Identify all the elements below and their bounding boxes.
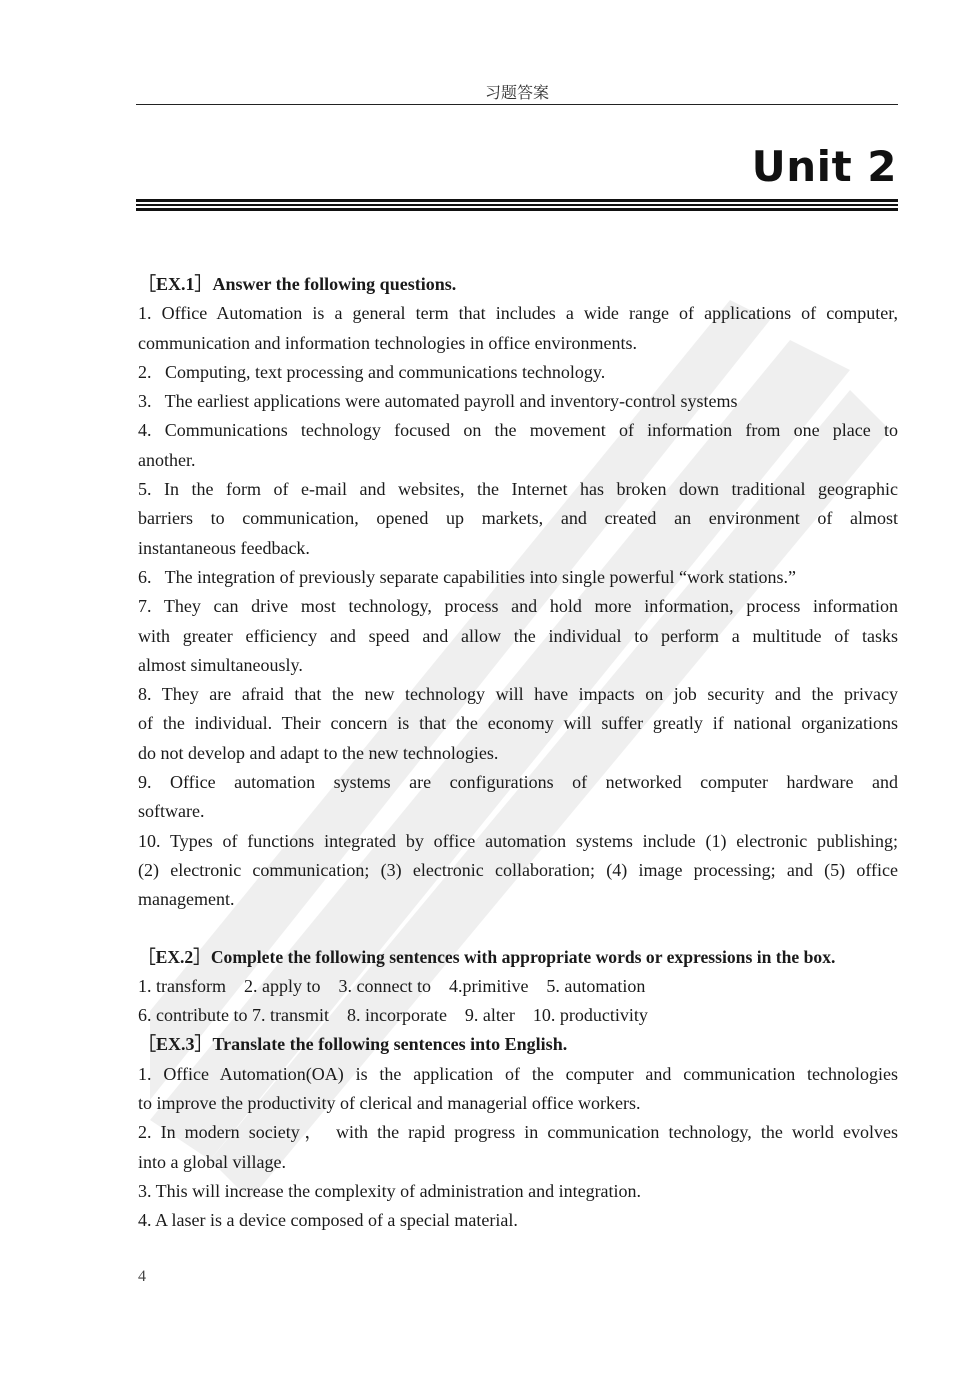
answer-line: 4. Communications technology focused on the movement of information from one place to: [138, 420, 898, 441]
answer-line: 10. Types of functions integrated by office automation systems include (1) electronic publishing;: [138, 830, 898, 851]
answer-line: (2) electronic communication; (3) electronic collaboration; (4) image processing; and (5) office: [138, 859, 898, 880]
answer-line: of the individual. Their concern is that the economy will suffer greatly if national organizations: [138, 713, 898, 734]
answer-line: 1. Office Automation(OA) is the application of the computer and communication technologies: [138, 1063, 898, 1084]
answer-line: into a global village.: [138, 1151, 286, 1172]
ex1-answers: [138, 299, 898, 914]
ex3-heading: [138, 1030, 898, 1059]
answer-line: almost simultaneously.: [138, 654, 303, 675]
answer-line: 3. This will increase the complexity of administration and integration.: [138, 1180, 642, 1201]
answer-line: another.: [138, 449, 196, 470]
ex1-title: Answer the following questions.: [212, 274, 457, 294]
answer-line: to improve the productivity of clerical and managerial office workers.: [138, 1093, 641, 1114]
answer-line: software.: [138, 801, 205, 822]
title-rule-bottom: [136, 208, 898, 211]
ex1-label: ［EX.1］: [138, 274, 213, 294]
ex2-title: Complete the following sentences with appropriate words or expressions in the box.: [210, 946, 836, 967]
answer-line: 2. In modern society， with the rapid progress in communication technology, the world evolves: [138, 1122, 898, 1143]
section-gap: [138, 915, 898, 943]
answer-line: 2. Computing, text processing and communications technology.: [138, 361, 606, 382]
ex2-words-row: 1. transform 2. apply to 3. connect to 4.primitive 5. automation: [138, 975, 646, 996]
ex2-heading: [138, 943, 898, 972]
running-header: 习题答案: [484, 83, 549, 102]
answer-content: [138, 270, 898, 1236]
answer-line: with greater efficiency and speed and allow the individual to perform a multitude of tasks: [138, 625, 898, 646]
title-rule-top: [136, 199, 898, 202]
ex1-heading: [138, 270, 898, 299]
answer-line: instantaneous feedback.: [138, 537, 310, 558]
answer-line: 3. The earliest applications were automated payroll and inventory-control systems: [138, 391, 738, 412]
page-number: 4: [138, 1268, 146, 1285]
answer-line: 8. They are afraid that the new technology will have impacts on job security and the privacy: [138, 684, 898, 705]
answer-line: 4. A laser is a device composed of a special material.: [138, 1210, 518, 1231]
answer-line: 9. Office automation systems are configurations of networked computer hardware and: [138, 772, 898, 793]
ex3-title: Translate the following sentences into English.: [212, 1034, 568, 1055]
answer-line: barriers to communication, opened up markets, and created an environment of almost: [138, 508, 898, 529]
ex2-words-row: 6. contribute to 7. transmit 8. incorporate 9. alter 10. productivity: [138, 1005, 648, 1026]
ex3-answers: [138, 1060, 898, 1236]
ex2-label: ［EX.2］: [138, 946, 211, 967]
answer-line: 6. The integration of previously separate capabilities into single powerful “work stations.”: [138, 566, 796, 587]
header-rule: [136, 104, 898, 105]
answer-line: 7. They can drive most technology, process and hold more information, process information: [138, 596, 898, 617]
title-rule-middle: [136, 204, 898, 206]
answer-line: do not develop and adapt to the new technologies.: [138, 742, 499, 763]
answer-line: communication and information technologies in office environments.: [138, 332, 638, 353]
unit-title: Unit 2: [751, 142, 897, 191]
answer-line: 1. Office Automation is a general term that includes a wide range of applications of computer,: [138, 303, 898, 324]
answer-line: 5. In the form of e-mail and websites, the Internet has broken down traditional geographic: [138, 479, 898, 500]
ex3-label: ［EX.3］: [138, 1034, 213, 1055]
answer-line: management.: [138, 889, 235, 910]
